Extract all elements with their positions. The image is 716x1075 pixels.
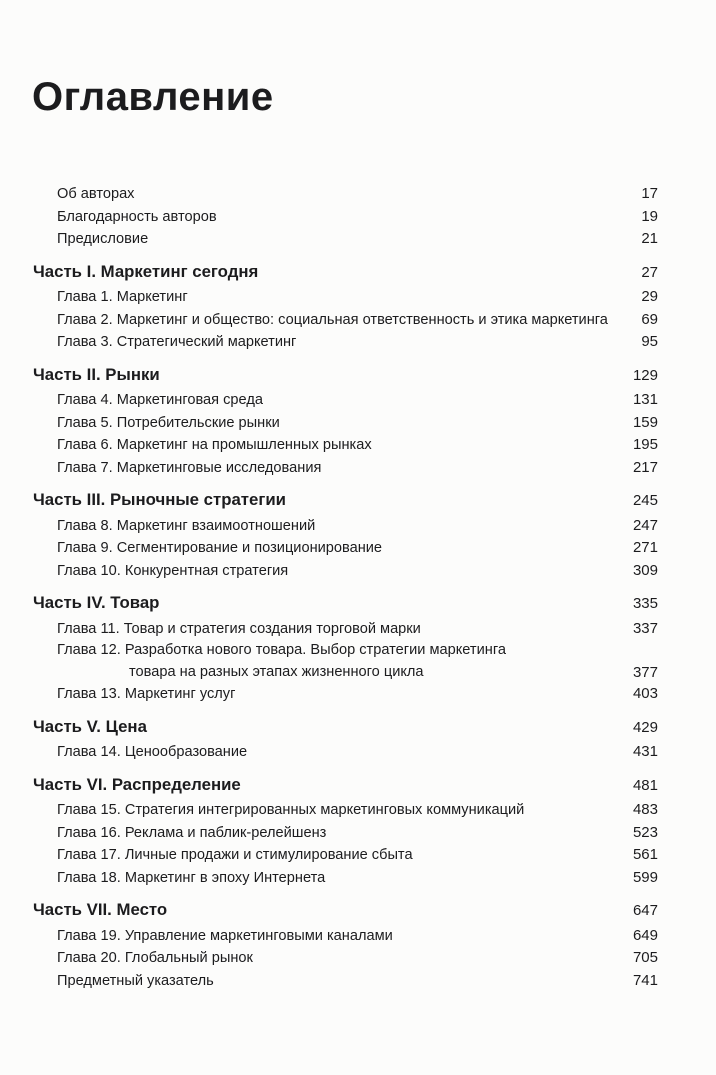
toc-part-heading [33, 364, 658, 387]
chapter-label: Глава 4. Маркетинговая среда [57, 392, 263, 408]
chapter-page: 69 [641, 310, 658, 328]
part-title: Часть VII. Место [33, 900, 168, 919]
toc-entry-label: Предметный указатель [57, 972, 214, 989]
chapter-label: Глава 10. Конкурентная стратегия [57, 562, 289, 579]
toc-entry-page: 741 [632, 971, 658, 989]
toc-row-chapter [33, 309, 658, 332]
chapter-page: 523 [632, 823, 658, 841]
toc-part-heading [33, 592, 658, 615]
toc-row-chapter [33, 515, 658, 538]
chapter-label: Глава 16. Реклама и паблик-релейшенз [57, 824, 327, 841]
chapter-page: 337 [632, 619, 658, 637]
toc-row-chapter [33, 683, 658, 706]
chapter-page: 561 [632, 846, 658, 863]
chapter-page: 271 [632, 539, 658, 556]
chapter-label: Глава 15. Стратегия интегрированных маркетинговых коммуникаций [57, 802, 525, 818]
chapter-page: 483 [632, 801, 658, 818]
chapter-page: 247 [632, 516, 658, 534]
chapter-label: Глава 14. Ценообразование [57, 744, 248, 760]
toc-part-heading [33, 261, 658, 284]
toc-row-front-matter [33, 206, 658, 229]
chapter-page: 705 [632, 949, 658, 966]
toc-row-chapter [33, 457, 658, 480]
chapter-page: 599 [632, 868, 658, 886]
chapter-label: Глава 19. Управление маркетинговыми каналами [57, 927, 393, 944]
toc-row-front-matter [33, 183, 658, 206]
part-title: Часть I. Маркетинг сегодня [33, 261, 259, 281]
chapter-label: Глава 8. Маркетинг взаимоотношений [57, 517, 316, 534]
chapter-label: Глава 2. Маркетинг и общество: социальная ответственность и этика маркетинга [57, 311, 608, 328]
chapter-label-line2: товара на разных этапах жизненного цикла [129, 663, 424, 680]
chapter-page: 131 [632, 391, 658, 408]
toc-row-chapter [33, 947, 658, 970]
part-page: 647 [632, 902, 658, 919]
chapter-label [57, 640, 506, 683]
part-page: 335 [632, 595, 658, 612]
chapter-page: 377 [632, 663, 658, 681]
toc-row-chapter [33, 618, 658, 641]
part-page: 481 [632, 776, 658, 794]
toc-entry-page: 19 [641, 207, 658, 225]
toc-part-heading [33, 774, 658, 797]
toc-row-chapter [33, 389, 658, 412]
chapter-page: 159 [632, 413, 658, 431]
chapter-label: Глава 7. Маркетинговые исследования [57, 459, 322, 476]
toc-part-heading [33, 716, 658, 739]
chapter-label: Глава 9. Сегментирование и позиционирование [57, 540, 383, 556]
toc-row-chapter [33, 412, 658, 435]
toc-entry-page: 21 [641, 230, 658, 247]
toc-row-chapter [33, 844, 658, 867]
part-title: Часть II. Рынки [33, 364, 160, 384]
part-title: Часть V. Цена [33, 716, 147, 736]
part-title: Часть VI. Распределение [33, 774, 241, 794]
toc-row-front-matter [33, 228, 658, 251]
toc-row-chapter [33, 537, 658, 560]
chapter-page: 195 [632, 436, 658, 453]
toc-row-chapter [33, 286, 658, 309]
toc-entry-page: 17 [641, 185, 658, 202]
chapter-page: 309 [632, 561, 658, 579]
chapter-page: 403 [632, 685, 658, 702]
chapter-page: 649 [632, 926, 658, 944]
toc-row-chapter [33, 925, 658, 948]
toc-part-heading [33, 899, 658, 922]
toc-row-chapter [33, 331, 658, 354]
chapter-page: 29 [641, 288, 658, 305]
chapter-label: Глава 6. Маркетинг на промышленных рынках [57, 437, 372, 453]
toc-entry-label: Предисловие [57, 231, 149, 247]
chapter-label: Глава 1. Маркетинг [57, 289, 188, 305]
toc-row-chapter [33, 867, 658, 890]
toc-row-chapter [33, 434, 658, 457]
part-page: 27 [641, 263, 658, 281]
chapter-label: Глава 3. Стратегический маркетинг [57, 334, 297, 350]
toc-row-back-matter [33, 970, 658, 993]
table-of-contents [33, 183, 658, 992]
chapter-page: 217 [632, 458, 658, 476]
chapter-label-line1: Глава 12. Разработка нового товара. Выбор стратегии маркетинга [57, 642, 506, 658]
toc-row-chapter [33, 640, 658, 683]
page-title: Оглавление [32, 75, 274, 119]
part-title: Часть IV. Товар [33, 593, 160, 612]
chapter-label: Глава 20. Глобальный рынок [57, 950, 253, 966]
toc-row-chapter [33, 741, 658, 764]
part-page: 129 [632, 366, 658, 384]
part-title: Часть III. Рыночные стратегии [33, 490, 286, 509]
chapter-label: Глава 18. Маркетинг в эпоху Интернета [57, 869, 326, 886]
chapter-label: Глава 5. Потребительские рынки [57, 414, 280, 431]
chapter-page: 431 [632, 743, 658, 760]
toc-entry-label: Благодарность авторов [57, 208, 217, 225]
chapter-page: 95 [641, 333, 658, 350]
chapter-label: Глава 11. Товар и стратегия создания торговой марки [57, 620, 421, 637]
part-page: 429 [632, 718, 658, 736]
chapter-label: Глава 13. Маркетинг услуг [57, 686, 236, 702]
toc-part-heading [33, 489, 658, 512]
toc-row-chapter [33, 822, 658, 845]
part-page: 245 [632, 492, 658, 509]
chapter-label: Глава 17. Личные продажи и стимулирование сбыта [57, 847, 413, 863]
toc-row-chapter [33, 560, 658, 583]
toc-entry-label: Об авторах [57, 186, 135, 202]
toc-row-chapter [33, 799, 658, 822]
